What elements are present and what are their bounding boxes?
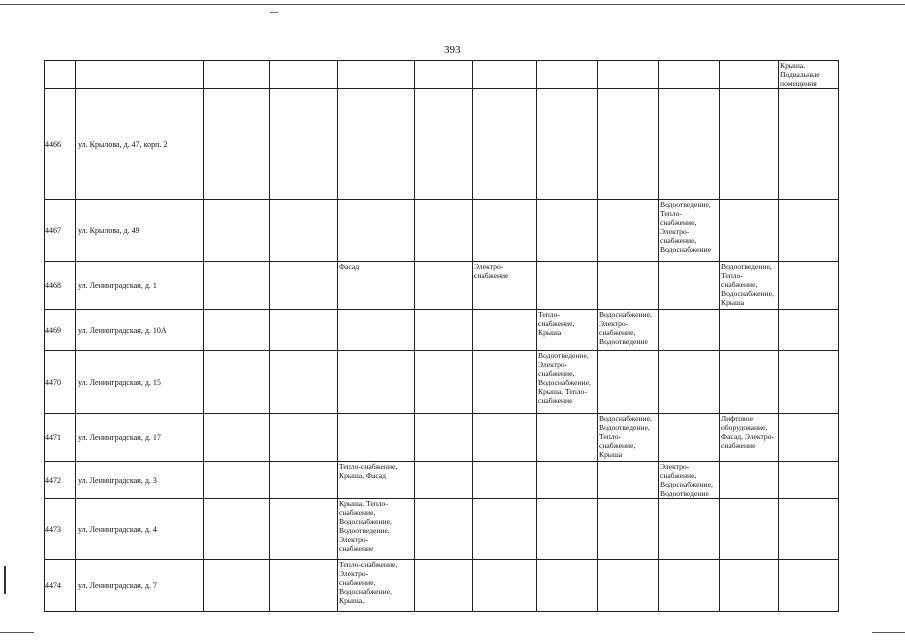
work-period-cell: [598, 560, 659, 612]
work-period-cell: [537, 89, 598, 200]
work-period-cell: [473, 560, 537, 612]
work-period-cell: [204, 499, 270, 560]
work-period-cell: [598, 89, 659, 200]
work-period-cell: [720, 61, 779, 89]
work-period-cell: [779, 200, 839, 262]
work-period-cell: [473, 200, 537, 262]
record-number: [45, 61, 76, 89]
building-address: ул. Крылова, д. 47, корп. 2: [76, 89, 204, 200]
table-row: [45, 262, 839, 310]
work-period-cell: Водоснабжение, Водоотведение, Тепло- снабжение, Крыша: [598, 414, 659, 462]
work-period-cell: [338, 414, 415, 462]
work-period-cell: [473, 61, 537, 89]
work-period-cell: [270, 351, 338, 414]
work-period-cell: [720, 462, 779, 499]
work-period-cell: [598, 200, 659, 262]
work-period-cell: [415, 499, 473, 560]
building-address: ул. Крылова, д. 49: [76, 200, 204, 262]
work-period-cell: [537, 462, 598, 499]
building-address: ул. Ленинградская, д. 17: [76, 414, 204, 462]
work-period-cell: [659, 310, 720, 351]
building-address: ул. Ленинградская, д. 10А: [76, 310, 204, 351]
work-period-cell: [779, 262, 839, 310]
top-border-line: [0, 4, 905, 5]
work-period-cell: [204, 462, 270, 499]
work-period-cell: [204, 89, 270, 200]
work-period-cell: [270, 89, 338, 200]
building-address: ул. Ленинградская, д. 15: [76, 351, 204, 414]
work-period-cell: [415, 310, 473, 351]
work-period-cell: [779, 310, 839, 351]
work-period-cell: [415, 462, 473, 499]
work-period-cell: [537, 61, 598, 89]
work-period-cell: [338, 89, 415, 200]
work-period-cell: [270, 61, 338, 89]
work-period-cell: [659, 560, 720, 612]
scan-tick-mark: [270, 12, 278, 13]
record-number: 4471: [45, 414, 76, 462]
work-period-cell: [415, 351, 473, 414]
work-period-cell: [720, 499, 779, 560]
work-period-cell: Лифтовое оборудование, Фасад, Электро- снабжение: [720, 414, 779, 462]
work-period-cell: Тепло-снабжение, Электро- снабжение, Водоснабжение, Крыша,: [338, 560, 415, 612]
work-period-cell: Крыша, Тепло- снабжение, Водоснабжение, Водоотведение, Электро- снабжение: [338, 499, 415, 560]
work-period-cell: [338, 351, 415, 414]
work-period-cell: [415, 89, 473, 200]
work-period-cell: [598, 462, 659, 499]
building-address: ул. Ленинградская, д. 4: [76, 499, 204, 560]
work-period-cell: [720, 200, 779, 262]
work-period-cell: [204, 310, 270, 351]
work-period-cell: [659, 262, 720, 310]
work-period-cell: [473, 414, 537, 462]
work-period-cell: [779, 560, 839, 612]
table-row: [45, 310, 839, 351]
work-period-cell: [779, 351, 839, 414]
left-margin-mark: [4, 566, 8, 594]
work-period-cell: [204, 61, 270, 89]
work-period-cell: [415, 560, 473, 612]
work-period-cell: Электро- снабжение, Водоснабжение, Водоотведение: [659, 462, 720, 499]
building-address: [76, 61, 204, 89]
work-period-cell: [598, 499, 659, 560]
work-period-cell: [779, 414, 839, 462]
work-period-cell: [204, 560, 270, 612]
repair-schedule-table: [44, 60, 839, 612]
work-period-cell: [720, 89, 779, 200]
work-period-cell: [537, 499, 598, 560]
work-period-cell: [537, 414, 598, 462]
work-period-cell: [598, 262, 659, 310]
work-period-cell: [338, 61, 415, 89]
record-number: 4467: [45, 200, 76, 262]
record-number: 4473: [45, 499, 76, 560]
table-row: [45, 462, 839, 499]
work-period-cell: [659, 351, 720, 414]
work-period-cell: Тепло-снабжение, Крыша, Фасад: [338, 462, 415, 499]
work-period-cell: [720, 310, 779, 351]
table-row: [45, 414, 839, 462]
building-address: ул. Ленинградская, д. 3: [76, 462, 204, 499]
work-period-cell: [204, 262, 270, 310]
work-period-cell: [537, 262, 598, 310]
work-period-cell: [338, 200, 415, 262]
work-period-cell: [415, 200, 473, 262]
record-number: 4470: [45, 351, 76, 414]
work-period-cell: [779, 499, 839, 560]
work-period-cell: [659, 414, 720, 462]
bottom-right-line: [872, 632, 905, 633]
work-period-cell: [270, 499, 338, 560]
work-period-cell: Фасад: [338, 262, 415, 310]
table-row: [45, 560, 839, 612]
work-period-cell: [270, 200, 338, 262]
building-address: ул. Ленинградская, д. 7: [76, 560, 204, 612]
work-period-cell: Водоотведение, Электро- снабжение, Водоснабжение, Крыша, Тепло- снабжение: [537, 351, 598, 414]
work-period-cell: [415, 414, 473, 462]
work-period-cell: Электро- снабжение: [473, 262, 537, 310]
work-period-cell: [473, 89, 537, 200]
table-row: [45, 499, 839, 560]
record-number: 4474: [45, 560, 76, 612]
work-period-cell: [779, 89, 839, 200]
table-row: [45, 351, 839, 414]
record-number: 4469: [45, 310, 76, 351]
work-period-cell: [659, 499, 720, 560]
bottom-left-line: [0, 632, 34, 633]
work-period-cell: [659, 61, 720, 89]
continuation-row: [45, 61, 839, 89]
work-period-cell: [720, 351, 779, 414]
record-number: 4468: [45, 262, 76, 310]
work-period-cell: Тепло- снабжение, Крыша: [537, 310, 598, 351]
work-period-cell: [270, 310, 338, 351]
work-period-cell: [598, 351, 659, 414]
work-period-cell: [473, 462, 537, 499]
work-period-cell: [415, 262, 473, 310]
work-period-cell: [473, 499, 537, 560]
work-period-cell: Водоснабжение, Электро- снабжение, Водоотведение: [598, 310, 659, 351]
work-period-cell: [659, 89, 720, 200]
work-period-cell: [270, 462, 338, 499]
table-row: [45, 200, 839, 262]
work-period-cell: [270, 262, 338, 310]
table-row: [45, 89, 839, 200]
work-period-cell: Водоотведение, Тепло- снабжение, Водоснабжение, Крыша: [720, 262, 779, 310]
work-period-cell: [204, 414, 270, 462]
work-period-cell: [338, 310, 415, 351]
work-period-cell: Крыша, Подвальные помещения: [779, 61, 839, 89]
record-number: 4472: [45, 462, 76, 499]
work-period-cell: [473, 310, 537, 351]
building-address: ул. Ленинградская, д. 1: [76, 262, 204, 310]
work-period-cell: [537, 200, 598, 262]
work-period-cell: [720, 560, 779, 612]
work-period-cell: [779, 462, 839, 499]
work-period-cell: [270, 560, 338, 612]
work-period-cell: [415, 61, 473, 89]
page-number: 393: [444, 44, 461, 56]
work-period-cell: [204, 351, 270, 414]
record-number: 4466: [45, 89, 76, 200]
work-period-cell: [270, 414, 338, 462]
work-period-cell: [473, 351, 537, 414]
work-period-cell: Водоотведение, Тепло- снабжение, Электро- снабжение, Водоснабжение: [659, 200, 720, 262]
work-period-cell: [537, 560, 598, 612]
work-period-cell: [598, 61, 659, 89]
work-period-cell: [204, 200, 270, 262]
